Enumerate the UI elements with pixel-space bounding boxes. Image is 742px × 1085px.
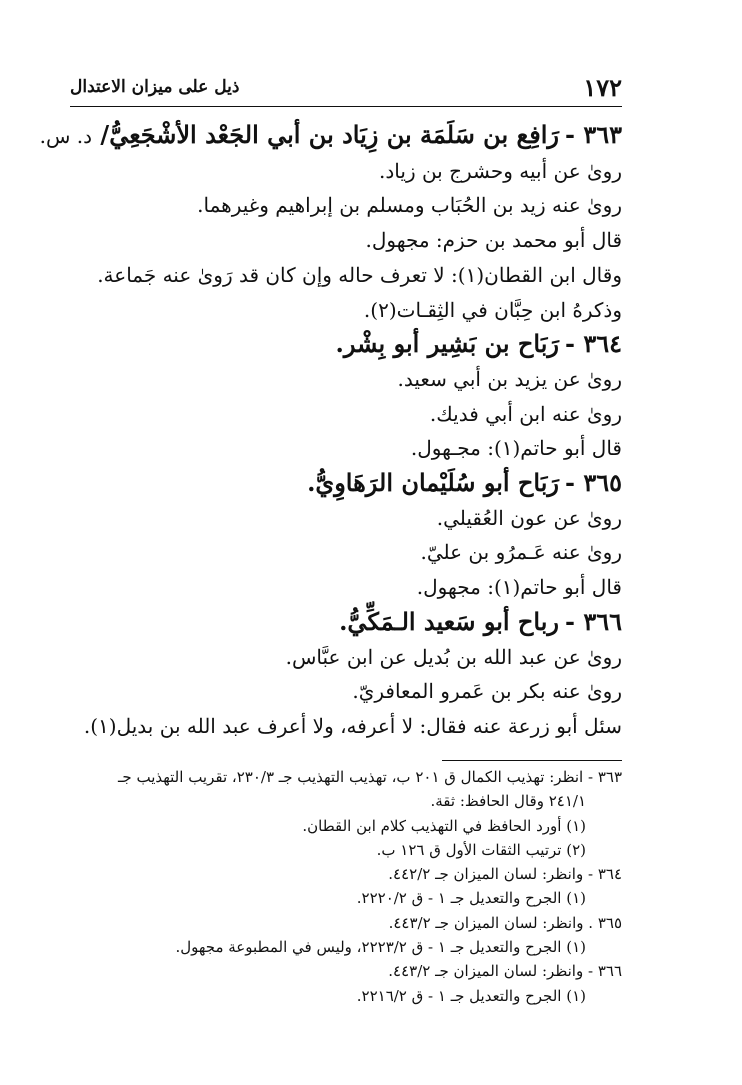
entry-number: ٣٦٦ - bbox=[565, 606, 622, 636]
text-line: روىٰ عنه بكر بن عَمرو المعافريّ. bbox=[352, 679, 622, 704]
page-header bbox=[70, 72, 622, 102]
footnote-line: (٢) ترتيب الثقات الأول ق ١٢٦ ب. bbox=[376, 840, 586, 859]
footnote-entry: ٣٦٤ - وانظر: لسان الميزان جـ ٤٤٢/٢. bbox=[388, 865, 622, 884]
text-line: روىٰ عنه عَـمرُو بن عليّ. bbox=[420, 540, 622, 565]
text-line: روىٰ عنه ابن أبي فديك. bbox=[429, 401, 622, 426]
page-number: ١٧٢ bbox=[583, 72, 622, 102]
main-text bbox=[39, 118, 622, 744]
footnote-line: (١) الجرح والتعديل جـ ١ - ق ٢٢٢٠/٢. bbox=[356, 889, 586, 908]
footnote-entry: ٣٦٦ - وانظر: لسان الميزان جـ ٤٤٣/٢. bbox=[388, 962, 622, 981]
entry-number: ٣٦٣ - bbox=[565, 120, 622, 149]
footnote-separator bbox=[442, 760, 622, 761]
entry-heading bbox=[85, 605, 622, 640]
text-line: وقال ابن القطان(١): لا تعرف حاله وإن كان قد رَوىٰ عنه جَماعة. bbox=[97, 262, 622, 287]
entry-number: ٣٦٥ - bbox=[565, 468, 622, 498]
entry-tag: د. س. bbox=[39, 124, 93, 148]
entry-name: رَبَاح بن بَشِير أبو بِشْر. bbox=[335, 329, 559, 359]
entry-heading bbox=[85, 327, 622, 362]
text-line: وذكرهُ ابن حِبَّان في الثِقـات(٢). bbox=[363, 297, 622, 322]
footnotes bbox=[70, 765, 622, 1008]
footnote-entry: ٣٦٣ - انظر: تهذيب الكمال ق ٢٠١ ب، تهذيب التهذيب جـ ٢٣٠/٣، تقريب التهذيب جـ bbox=[118, 768, 622, 786]
footnote-line: ٢٤١/١ وقال الحافظ: ثقة. bbox=[430, 792, 586, 811]
entry-name: رباح أبو سَعيد الـمَكِّيُّ. bbox=[339, 606, 559, 636]
text-line: قال أبو حاتم(١): مجـهول. bbox=[410, 436, 622, 461]
text-line: روىٰ عنه زيد بن الحُبَاب ومسلم بن إبراهيم وغيرهما. bbox=[197, 193, 622, 218]
text-line: سئل أبو زرعة عنه فقال: لا أعرفه، ولا أعرف عبد الله بن بديل(١). bbox=[83, 713, 622, 738]
text-line: قال أبو محمد بن حزم: مجهول. bbox=[365, 228, 622, 253]
entry-heading bbox=[39, 118, 622, 154]
footnote-line: (١) الجرح والتعديل جـ ١ - ق ٢٢٢٣/٢، وليس في المطبوعة مجهول. bbox=[175, 938, 586, 957]
header-rule bbox=[70, 106, 622, 107]
entry-number: ٣٦٤ - bbox=[565, 329, 622, 359]
text-line: روىٰ عن أبيه وحشرج بن زياد. bbox=[379, 158, 622, 183]
text-line: روىٰ عن عبد الله بن بُديل عن ابن عبَّاس. bbox=[285, 644, 622, 669]
footnote-line: (١) الجرح والتعديل جـ ١ - ق ٢٢١٦/٢. bbox=[356, 986, 586, 1005]
entry-heading bbox=[85, 466, 622, 501]
text-line: روىٰ عن عون العُقيلي. bbox=[436, 505, 622, 530]
footnote-entry: ٣٦٥ . وانظر: لسان الميزان جـ ٤٤٣/٢. bbox=[388, 913, 622, 932]
entry-name: رَافِع بن سَلَمَة بن زِيَاد بن أبي الجَعْد الأشْجَعِيُّ/ bbox=[100, 120, 559, 149]
entry-name: رَبَاح أبو سُلَيْمان الرَهَاوِيُّ. bbox=[307, 468, 559, 498]
text-line: قال أبو حاتم(١): مجهول. bbox=[416, 575, 622, 600]
running-title: ذيل على ميزان الاعتدال bbox=[70, 77, 240, 97]
text-line: روىٰ عن يزيد بن أبي سعيد. bbox=[397, 366, 622, 391]
footnote-line: (١) أورد الحافظ في التهذيب كلام ابن القطان. bbox=[302, 816, 586, 835]
